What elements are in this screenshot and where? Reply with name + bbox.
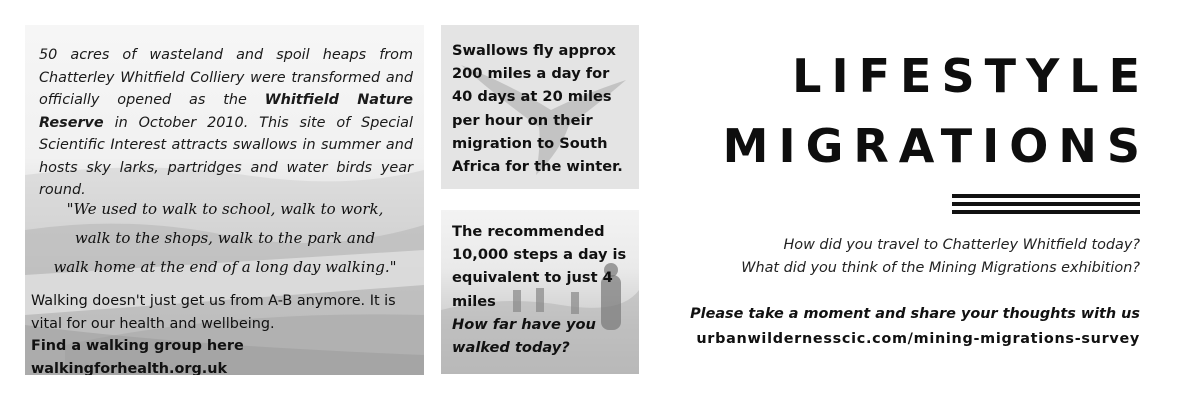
steps-fact-body: The recommended 10,000 steps a day is equivalent to just 4 miles	[452, 223, 627, 310]
survey-link[interactable]: urbanwildernesscic.com/mining-migrations-survey	[696, 331, 1140, 347]
title-line-2: MIGRATIONS	[722, 119, 1150, 173]
reserve-name: Whitfield Nature Reserve	[39, 92, 414, 131]
quote-line: walk to the shops, walk to the park and	[74, 229, 376, 247]
walking-health-body: Walking doesn't just get us from A-B anymore. It is vital for our health and wellbeing.	[31, 293, 396, 332]
walking-quote	[37, 195, 413, 282]
swallow-fact-text: Swallows fly approx 200 miles a day for 40 days at 20 miles per hour on their migration to South Africa for the winter.	[452, 42, 623, 176]
walking-health-text	[31, 290, 419, 375]
title-line-1: LIFESTYLE	[792, 49, 1150, 103]
travel-question: How did you travel to Chatterley Whitfield today?	[783, 237, 1140, 253]
quote-line: "We used to walk to school, walk to work,	[66, 200, 384, 218]
divider-line	[952, 202, 1140, 206]
visitor-questions	[741, 234, 1140, 280]
swallow-fact-panel	[441, 25, 639, 189]
divider-line	[952, 210, 1140, 214]
divider-line	[952, 194, 1140, 198]
steps-fact-text	[452, 220, 634, 359]
steps-fact-panel	[441, 210, 639, 374]
quote-line: walk home at the end of a long day walking."	[53, 258, 397, 276]
exhibition-question: What did you think of the Mining Migrations exhibition?	[741, 260, 1140, 276]
walking-group-link[interactable]: Find a walking group here walkingforhealth.org.uk	[31, 338, 244, 375]
reserve-intro-text: 50 acres of wasteland and spoil heaps from Chatterley Whitfield Colliery were transformed and officially opened as the Whitfield Nature Reserve in October 2010. This site of Special Scientific Interest attracts swallows in summer and hosts sky larks, partridges and water birds year round.	[39, 47, 414, 198]
steps-question: How far have you walked today?	[452, 315, 596, 357]
page-title	[722, 41, 1150, 181]
survey-call-to-action	[690, 302, 1140, 352]
nature-reserve-panel	[25, 25, 424, 375]
share-thoughts-text: Please take a moment and share your thoughts with us	[690, 306, 1140, 322]
